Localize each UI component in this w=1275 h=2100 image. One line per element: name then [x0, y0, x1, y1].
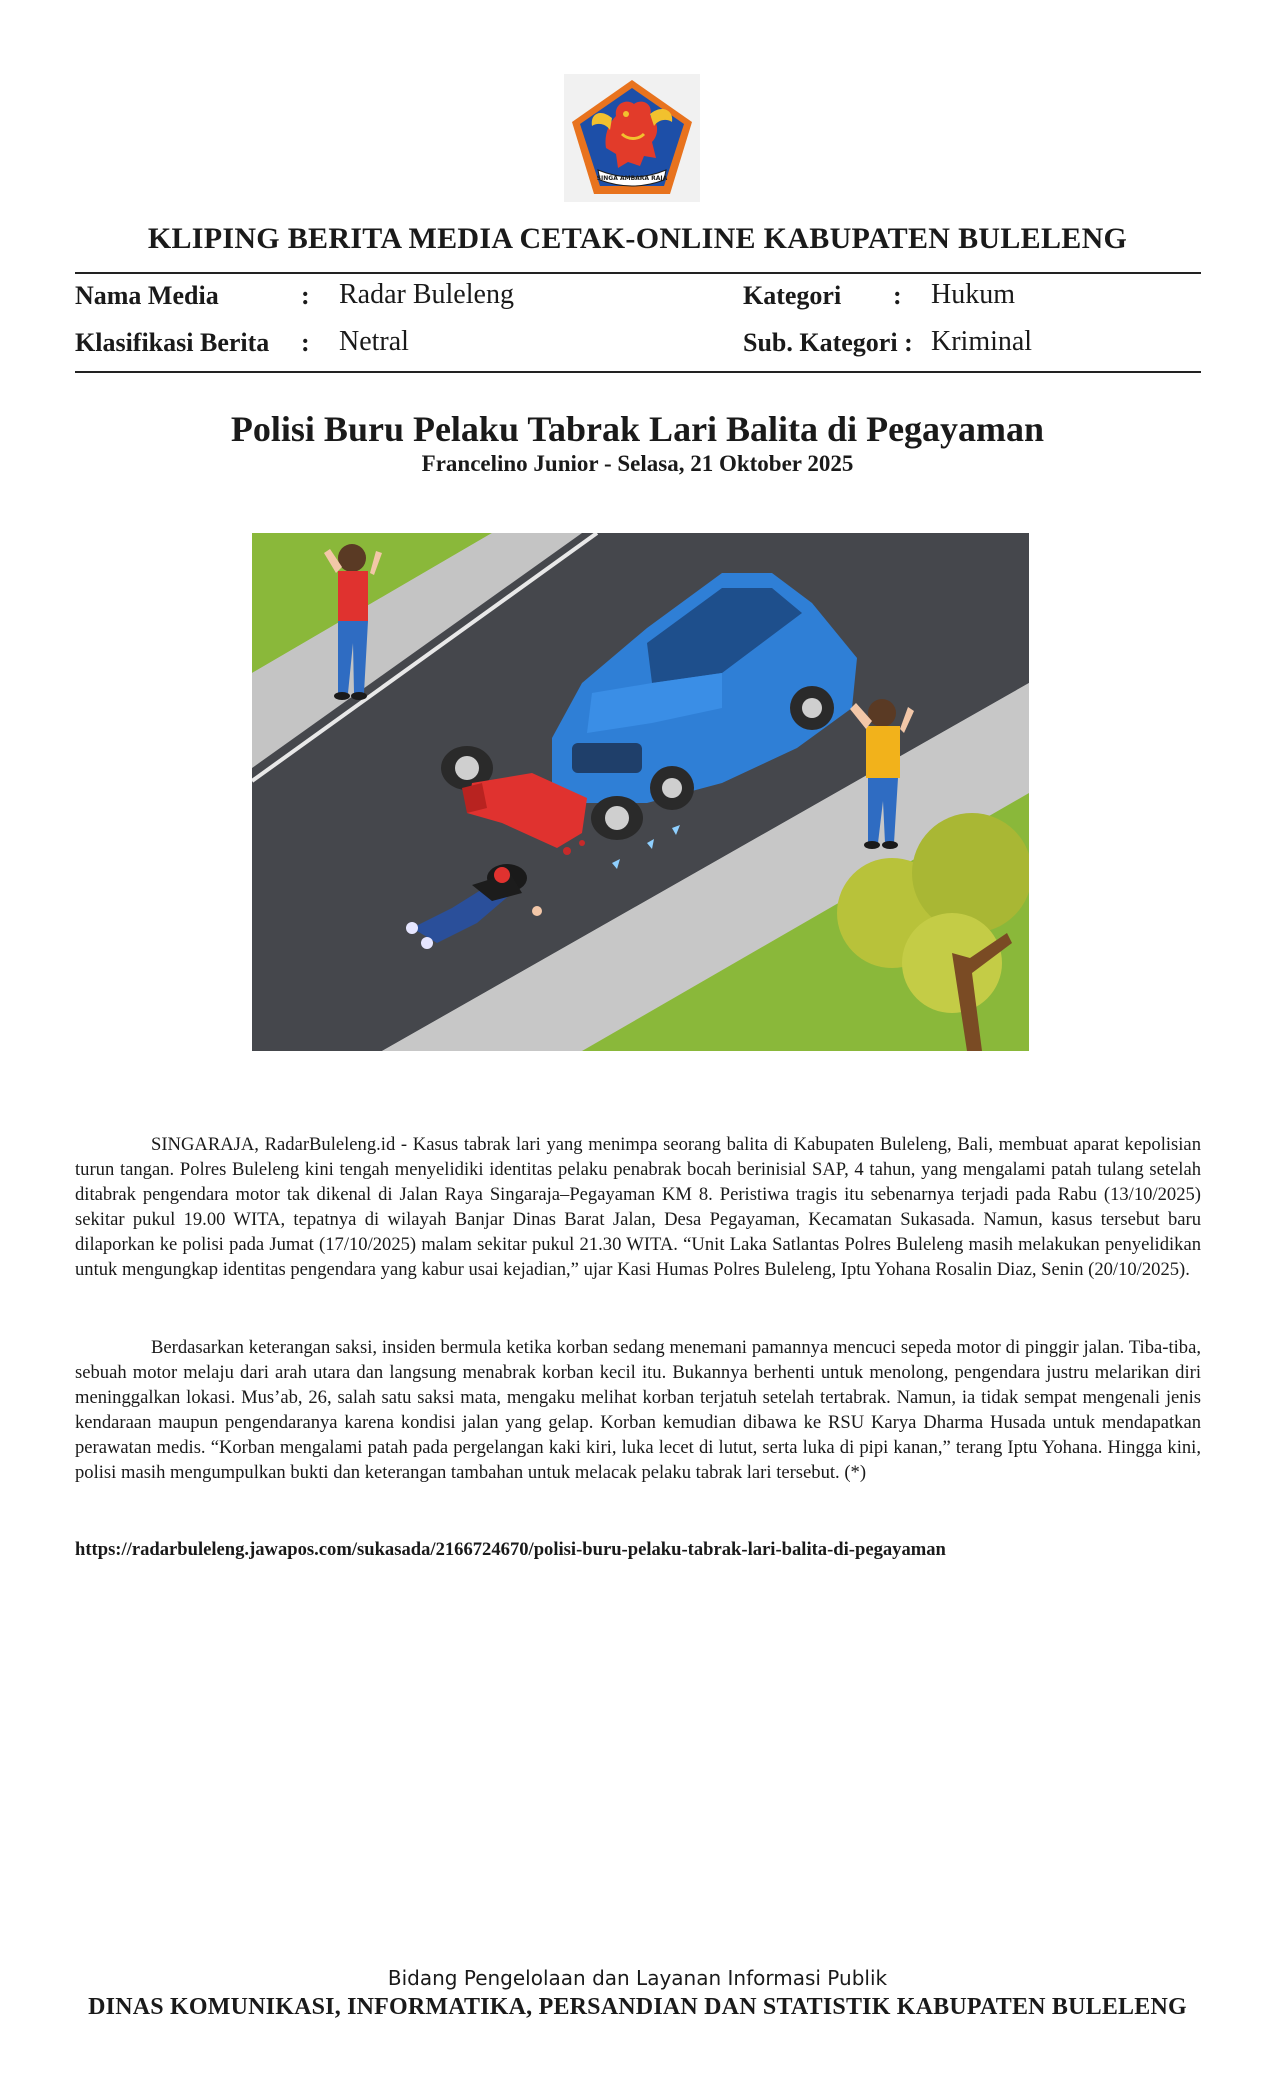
- article-byline: Francelino Junior - Selasa, 21 Oktober 2025: [421, 451, 854, 476]
- category-label: Kategori: [743, 281, 842, 310]
- top-divider: [75, 272, 1201, 274]
- media-label: Nama Media: [75, 281, 219, 310]
- media-value: Radar Buleleng: [339, 279, 514, 310]
- singa-ambara-raja-crest-icon: [564, 74, 700, 202]
- traffic-accident-illustration-icon: [252, 533, 1029, 1051]
- meta-row-media: [75, 281, 1201, 317]
- subcategory-value: Kriminal: [931, 326, 1033, 357]
- kliping-title: KLIPING BERITA MEDIA CETAK-ONLINE KABUPATEN BULELENG: [147, 222, 1128, 255]
- meta-row-classification: [75, 328, 1201, 364]
- subcategory-label: Sub. Kategori :: [743, 328, 913, 357]
- media-colon: :: [301, 281, 310, 310]
- classification-label: Klasifikasi Berita: [75, 328, 270, 357]
- footer-agency: DINAS KOMUNIKASI, INFORMATIKA, PERSANDIAN DAN STATISTIK KABUPATEN BULELENG: [88, 1994, 1187, 2020]
- classification-colon: :: [301, 328, 310, 357]
- footer-division: Bidang Pengelolaan dan Layanan Informasi Publik: [387, 1966, 888, 1990]
- classification-value: Netral: [339, 326, 409, 357]
- logo-caption: SINGA AMBARA RAJA: [596, 175, 668, 182]
- source-url-link[interactable]: https://radarbuleleng.jawapos.com/sukasada/2166724670/polisi-buru-pelaku-tabrak-lari-balita-di-pegayaman: [75, 1539, 946, 1560]
- article-paragraph-1: SINGARAJA, RadarBuleleng.id - Kasus tabrak lari yang menimpa seorang balita di Kabupaten Buleleng, Bali, membuat aparat kepolisian turun tangan. Polres Buleleng kini tengah menyelidiki identitas pelaku penabrak bocah berinisial SAP, 4 tahun, yang mengalami patah tulang setelah ditabrak pengendara motor tak dikenal di Jalan Raya Singaraja–Pegayaman KM 8. Peristiwa tragis itu sebenarnya terjadi pada Rabu (13/10/2025) sekitar pukul 19.00 WITA, tepatnya di wilayah Banjar Dinas Barat Jalan, Desa Pegayaman, Kecamatan Sukasada. Namun, kasus tersebut baru dilaporkan ke polisi pada Jumat (17/10/2025) malam sekitar pukul 21.30 WITA. “Unit Laka Satlantas Polres Buleleng masih melakukan penyelidikan untuk mengungkap identitas pengendara yang kabur usai kejadian,” ujar Kasi Humas Polres Buleleng, Iptu Yohana Rosalin Diaz, Senin (20/10/2025).: [75, 1134, 1201, 1280]
- bottom-divider: [75, 371, 1201, 373]
- regency-logo: [564, 74, 700, 202]
- category-colon: :: [893, 281, 902, 310]
- article-illustration: [252, 533, 1029, 1051]
- article-headline: Polisi Buru Pelaku Tabrak Lari Balita di Pegayaman: [230, 409, 1045, 449]
- article-paragraph-2: Berdasarkan keterangan saksi, insiden bermula ketika korban sedang menemani pamannya mencuci sepeda motor di pinggir jalan. Tiba-tiba, sebuah motor melaju dari arah utara dan langsung menabrak korban kecil itu. Bukannya berhenti untuk menolong, pengendara justru melarikan diri meninggalkan lokasi. Mus’ab, 26, salah satu saksi mata, mengaku melihat korban terjatuh setelah tertabrak. Namun, ia tidak sempat mengenali jenis kendaraan maupun pengendaranya karena kondisi jalan yang gelap. Korban kemudian dibawa ke RSU Karya Dharma Husada untuk mendapatkan perawatan medis. “Korban mengalami patah pada pergelangan kaki kiri, luka lecet di lutut, serta luka di pipi kanan,” terang Iptu Yohana. Hingga kini, polisi masih mengumpulkan bukti dan keterangan tambahan untuk melacak pelaku tabrak lari tersebut. (*): [75, 1337, 1201, 1483]
- category-value: Hukum: [931, 279, 1015, 310]
